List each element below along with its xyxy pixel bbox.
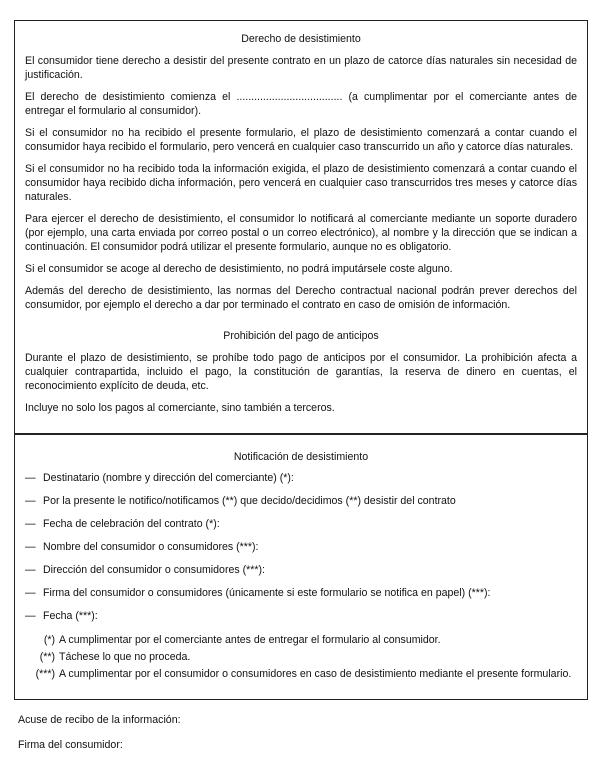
consumer-signature-field-label: Firma del consumidor o consumidores (únicamente si este formulario se notifica en papel) (***): [43,587,491,599]
paragraph-national-law: Además del derecho de desistimiento, las normas del Derecho contractual nacional podrán prever derechos del consumidor, por ejemplo el derecho a dar por terminado el contrato en caso de omisión de información. [25,285,577,311]
date-field-label: Fecha (***): [43,610,98,622]
list-item [25,494,577,508]
list-item [25,517,577,531]
paragraph-no-form: Si el consumidor no ha recibido el presente formulario, el plazo de desistimiento comenzará a contar cuando el consumidor haya recibido el formulario, pero vencerá en cualquier caso transcurrido un año y catorce días naturales. [25,127,577,153]
footnote-text: A cumplimentar por el consumidor o consumidores en caso de desistimiento mediante el presente formulario. [59,668,572,680]
list-item [25,586,577,600]
dash-marker: — [25,610,36,622]
footnote-mark: (***) [35,668,55,680]
list-item [25,563,577,577]
list-item [25,540,577,554]
notification-heading: Notificación de desistimiento [233,451,369,463]
footnote-mark: (**) [39,651,55,663]
footnote-text: A cumplimentar por el comerciante antes de entregar el formulario al consumidor. [59,634,441,646]
dash-marker: — [25,564,36,576]
consumer-name-field-label: Nombre del consumidor o consumidores (***): [43,541,259,553]
paragraph-no-information: Si el consumidor no ha recibido toda la información exigida, el plazo de desistimiento comenzará a contar cuando el consumidor haya recibido dicha información, pero vencerá en cualquier caso transcurridos tres meses y catorce días naturales. [25,163,577,203]
consumer-address-field-label: Dirección del consumidor o consumidores (***): [43,564,265,576]
prepayment-heading: Prohibición del pago de anticipos [223,330,379,342]
footnote [25,650,577,664]
recipient-field-label: Destinatario (nombre y dirección del comerciante) (*): [43,472,294,484]
contract-date-field-label: Fecha de celebración del contrato (*): [43,518,220,530]
dash-marker: — [25,587,36,599]
footnote [25,633,577,647]
footnote-text: Táchese lo que no proceda. [59,651,191,663]
withdrawal-rights-box [14,20,588,434]
dash-marker: — [25,518,36,530]
paragraph-prepayment-ban: Durante el plazo de desistimiento, se prohíbe todo pago de anticipos por el consumidor. La prohibición afecta a cualquier contrapartida, incluido el pago, la constitución de garantías, la reserva de dinero en cuentas, el reconocimiento explícito de deuda, etc. [25,352,577,392]
dash-marker: — [25,541,36,553]
paragraph-start-date: El derecho de desistimiento comienza el .................................... (a cumplimentar por el comerciante antes de entregar el formulario al consumidor). [25,91,577,117]
dash-marker: — [25,472,36,484]
paragraph-no-cost: Si el consumidor se acoge al derecho de desistimiento, no podrá imputársele coste alguno. [25,263,453,275]
list-item [25,609,577,623]
withdrawal-heading: Derecho de desistimiento [241,33,361,45]
footnote [25,667,577,681]
receipt-acknowledgement-label: Acuse de recibo de la información: [18,714,181,726]
dash-marker: — [25,495,36,507]
consumer-signature-label: Firma del consumidor: [18,739,123,751]
paragraph-third-parties: Incluye no solo los pagos al comerciante, sino también a terceros. [25,402,335,414]
list-item [25,471,577,485]
footnote-mark: (*) [43,634,55,646]
notification-statement: Por la presente le notifico/notificamos (**) que decido/decidimos (**) desistir del contrato [43,495,456,507]
withdrawal-notification-box [14,434,588,700]
paragraph-exercise-right: Para ejercer el derecho de desistimiento, el consumidor lo notificará al comerciante mediante un soporte duradero (por ejemplo, una carta enviada por correo postal o un correo electrónico), al nombre y la dirección que se indican a continuación. El consumidor podrá utilizar el presente formulario, aunque no es obligatorio. [25,213,577,253]
paragraph-right-to-withdraw: El consumidor tiene derecho a desistir del presente contrato en un plazo de catorce días naturales sin necesidad de justificación. [25,55,577,81]
